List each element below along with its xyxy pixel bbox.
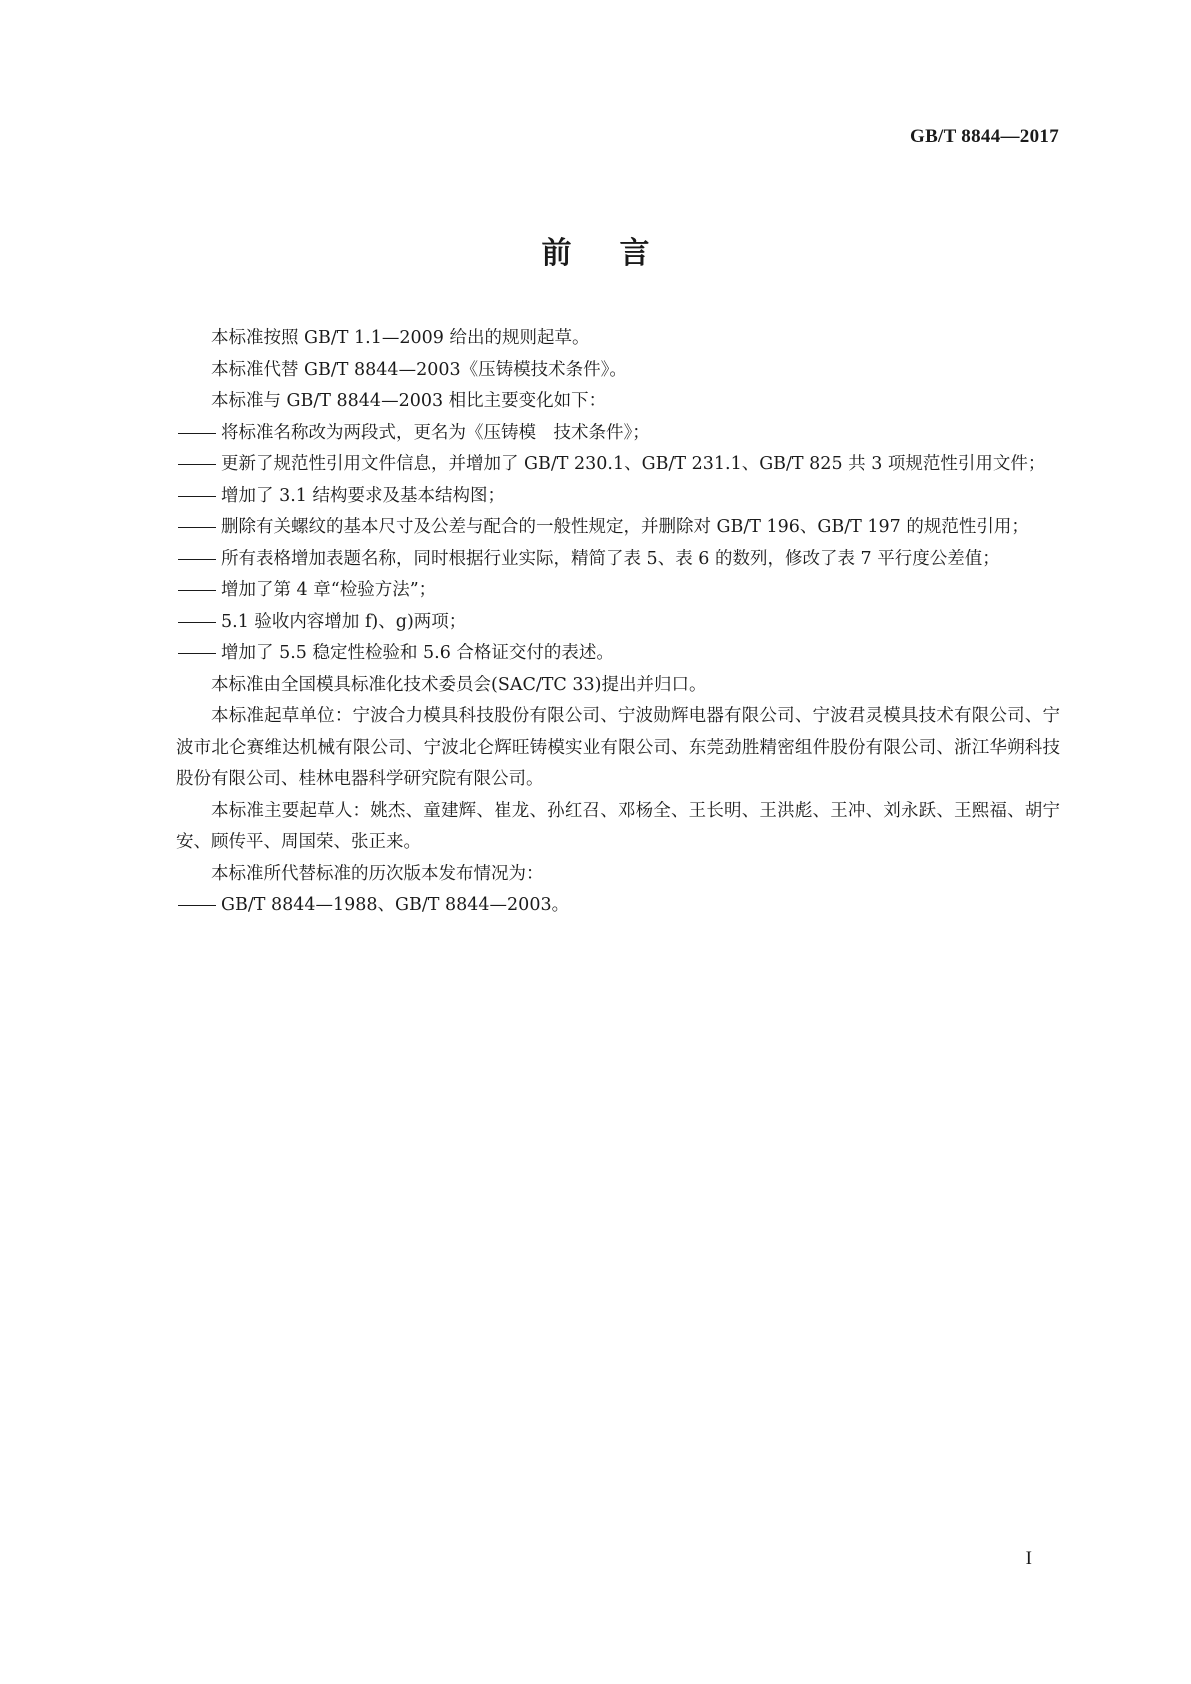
dash-marker <box>176 464 221 465</box>
paragraph-history-intro: 本标准所代替标准的历次版本发布情况为： <box>211 863 544 884</box>
paragraph-drafting-units: 本标准起草单位：宁波合力模具科技股份有限公司、宁波勋辉电器有限公司、宁波君灵模具技术有限公司、宁波市北仑赛维达机械有限公司、宁波北仑辉旺铸模实业有限公司、东莞劲胜精密组件股份有限公司、浙江华朔科技股份有限公司、桂林电器科学研究院有限公司。 <box>176 706 1060 789</box>
standard-number: GB/T 8844—2017 <box>909 126 1059 147</box>
paragraph-changes-intro: 本标准与 GB/T 8844—2003 相比主要变化如下： <box>211 391 607 411</box>
dash-marker <box>176 905 221 906</box>
change-text: 删除有关螺纹的基本尺寸及公差与配合的一般性规定，并删除对 GB/T 196、GB/T 197 的规范性引用； <box>221 517 1029 537</box>
history-text: GB/T 8844—1988、GB/T 8844—2003。 <box>221 895 570 915</box>
change-text: 所有表格增加表题名称，同时根据行业实际，精简了表 5、表 6 的数列，修改了表 7 平行度公差值； <box>221 548 1000 569</box>
foreword-body <box>176 323 1060 922</box>
paragraph-replaces: 本标准代替 GB/T 8844—2003《压铸模技术条件》。 <box>211 359 627 380</box>
change-text: 增加了第 4 章“检验方法”； <box>221 580 437 600</box>
history-item <box>176 890 1060 922</box>
change-text: 更新了规范性引用文件信息，并增加了 GB/T 230.1、GB/T 231.1、GB/T 825 共 3 项规范性引用文件； <box>221 454 1046 474</box>
dash-marker <box>176 496 221 497</box>
change-item <box>176 418 1060 450</box>
change-text: 5.1 验收内容增加 f)、g)两项； <box>221 611 467 632</box>
dash-marker <box>176 653 221 654</box>
change-item <box>176 638 1060 670</box>
change-item <box>176 544 1060 576</box>
change-text: 将标准名称改为两段式，更名为《压铸模 技术条件》； <box>221 422 650 443</box>
page-number: I <box>1025 1548 1032 1569</box>
change-item <box>176 481 1060 513</box>
change-text: 增加了 5.5 稳定性检验和 5.6 合格证交付的表述。 <box>221 643 614 663</box>
dash-marker <box>176 559 221 560</box>
paragraph-proposed-by: 本标准由全国模具标准化技术委员会(SAC/TC 33)提出并归口。 <box>211 674 707 695</box>
dash-marker <box>176 433 221 434</box>
change-text: 增加了 3.1 结构要求及基本结构图； <box>221 485 505 506</box>
dash-marker <box>176 590 221 591</box>
dash-marker <box>176 527 221 528</box>
paragraph-drafting-rules: 本标准按照 GB/T 1.1—2009 给出的规则起草。 <box>211 328 590 348</box>
change-item <box>176 575 1060 607</box>
change-item <box>176 449 1060 481</box>
page-title: 前言 <box>541 236 698 271</box>
change-item <box>176 512 1060 544</box>
change-item <box>176 607 1060 639</box>
dash-marker <box>176 622 221 623</box>
paragraph-drafters: 本标准主要起草人：姚杰、童建辉、崔龙、孙红召、邓杨全、王长明、王洪彪、王冲、刘永跃、王熙福、胡宁安、顾传平、周国荣、张正来。 <box>176 800 1060 852</box>
